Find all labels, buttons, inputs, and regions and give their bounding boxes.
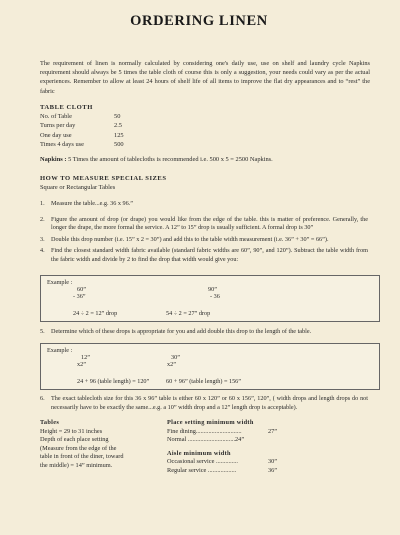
table-cloth-table	[40, 112, 124, 150]
intro-paragraph: The requirement of linen is normally calculated by considering one's daily use, use on shelf and laundry cycle Napkins requirement should always be 5 times the table cloth of course this is only a suggestion, your needs could vary as per the actual experiences. Remember to allow at least 24 hours of shelf life of all items to improve the flat dry appearances and to “rest” the fabric	[40, 60, 370, 95]
example-value: x2”	[167, 361, 176, 368]
row-label: Normal ..............................24”	[167, 436, 245, 444]
list-item	[167, 467, 337, 476]
table-row	[40, 121, 124, 130]
example-box-2	[40, 343, 380, 390]
list-item	[40, 216, 368, 233]
example-value: x2”	[77, 361, 86, 368]
row-value: 50	[114, 113, 121, 120]
tables-line: Height = 29 to 31 inches	[40, 427, 103, 435]
step-text: The exact tablecloth size for this 36 x 96” table is either 60 x 120” or 60 x 156”, 120”, ( width drops and length drops do not necessarily have to be exactly the same...e.g. a 10” width drop and a 12” length drop is acceptable).	[51, 395, 368, 411]
step-text: Figure the amount of drop (or drape) you would like from the edge of the table. this is matter of preference. Generally, the longer the drape, the more formal the service. A 12” to 15” drop is usually sufficient. A formal drop is 30”	[51, 215, 368, 232]
example-value: - 36”	[73, 293, 86, 300]
example-result: 24 ÷ 2 = 12” drop	[73, 310, 118, 317]
list-item	[40, 200, 368, 209]
row-label: Fine dining.............................	[167, 427, 242, 435]
how-to-measure-subheading: Square or Rectangular Tables	[40, 184, 116, 191]
page-title: ORDERING LINEN	[130, 13, 268, 29]
step-number: 3.	[40, 235, 45, 243]
place-setting-heading: Place setting minimum width	[167, 419, 254, 426]
example-value: - 36	[210, 293, 220, 300]
how-to-measure-heading: HOW TO MEASURE SPECIAL SIZES	[40, 175, 167, 182]
table-cloth-heading: TABLE CLOTH	[40, 104, 93, 111]
list-item	[40, 236, 368, 245]
tables-column	[40, 419, 175, 471]
table-cloth-section	[40, 104, 160, 150]
step-text: Find the closest standard width fabric available (standard fabric widths are 60”, 90”, and 120”). Subtract the table width from the fabric width and divide by 2 to find the drop that width would give you:	[51, 247, 368, 263]
table-row	[40, 131, 124, 140]
napkins-line	[40, 156, 370, 163]
example-box-1	[40, 275, 380, 322]
step-text: Measure the table...e.g. 36 x 96.”	[51, 200, 133, 207]
step-5	[40, 328, 370, 338]
row-label: No. of Table	[40, 113, 72, 120]
row-label: Turns per day	[40, 122, 76, 130]
example-value: 60”	[77, 286, 86, 293]
steps-list	[40, 200, 368, 268]
step-text: Determine which of these drops is appropriate for you and add double this drop to the length of the table.	[51, 328, 312, 335]
table-row	[40, 112, 124, 121]
row-value: 27”	[268, 427, 278, 435]
example-value: 12”	[81, 354, 90, 361]
row-value: 125	[114, 131, 124, 139]
list-item	[167, 458, 337, 467]
how-to-measure-section	[40, 174, 370, 192]
row-label: One day use	[40, 131, 72, 139]
list-item	[40, 395, 368, 412]
row-label: Times 4 days use	[40, 141, 84, 149]
aisle-heading: Aisle minimum width	[167, 449, 231, 457]
napkins-label: Napkins :	[40, 156, 67, 163]
row-value: 500	[114, 141, 124, 149]
tables-heading: Tables	[40, 419, 60, 426]
step-number: 1.	[40, 200, 45, 207]
list-item	[40, 247, 368, 264]
example-value: 90”	[208, 286, 217, 293]
row-value: 36”	[268, 466, 278, 474]
example-result: 60 + 96” (table length) = 156”	[166, 378, 242, 385]
row-label: Regular service ..................	[167, 466, 237, 474]
list-item	[167, 436, 337, 445]
tables-line: table in front of the diner, toward	[40, 453, 124, 461]
table-row	[40, 140, 124, 149]
tables-line: the middle) = 14” minimum.	[40, 461, 113, 469]
step-number: 5.	[40, 328, 45, 335]
example-value: 30”	[171, 354, 180, 361]
example-result: 54 ÷ 2 = 27” drop	[166, 310, 211, 317]
step-text: Double this drop number (i.e. 15” x 2 = 30”) and add this to the table width measurement (i.e. 36” + 30” = 66”).	[51, 235, 329, 243]
row-label: Occasional service ..............	[167, 458, 238, 466]
list-item	[167, 428, 337, 437]
list-item	[40, 328, 370, 335]
example-label: Example :	[47, 279, 73, 286]
row-value: 30”	[268, 458, 278, 466]
napkins-text: 5 Times the amount of tablecloths is recommended i.e. 500 x 5 = 2500 Napkins.	[66, 156, 273, 163]
tables-line: (Measure from the edge of the	[40, 444, 117, 452]
widths-column	[167, 419, 337, 476]
step-number: 2.	[40, 215, 45, 223]
example-result: 24 + 96 (table length) = 120”	[77, 378, 150, 385]
step-6	[40, 395, 368, 415]
row-value: 2.5	[114, 122, 122, 130]
tables-line: Depth of each place setting	[40, 436, 109, 444]
example-label: Example :	[47, 347, 73, 354]
step-number: 4.	[40, 247, 45, 255]
step-number: 6.	[40, 395, 45, 402]
